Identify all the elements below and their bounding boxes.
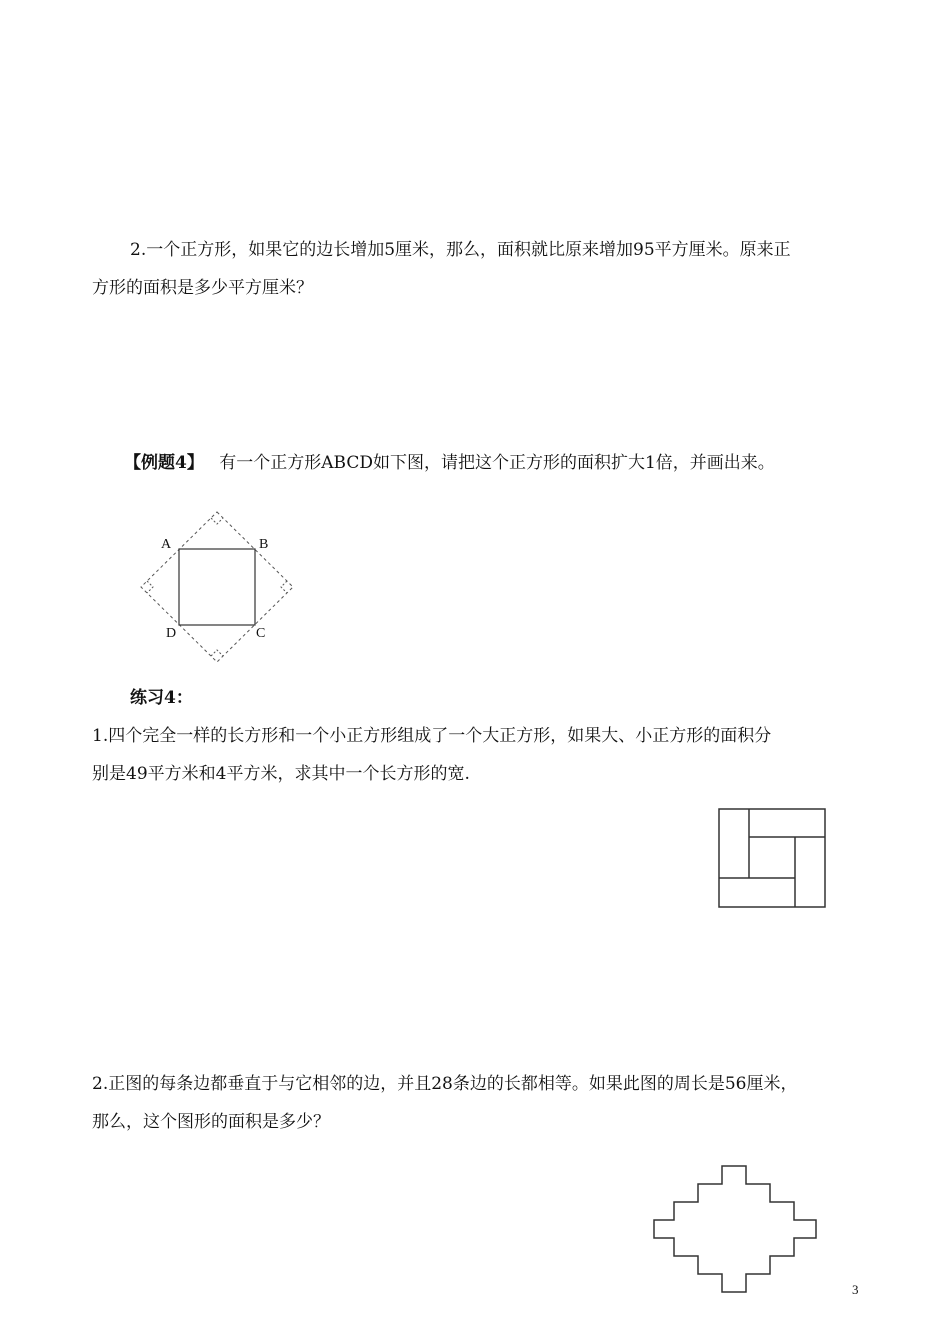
problem-2-line-2: 方形的面积是多少平方厘米？: [92, 278, 313, 298]
example-4-tag: 【例题4】: [124, 453, 204, 473]
right-angle-mark-left: [147, 581, 153, 593]
example-4-line: [124, 451, 775, 475]
example-4-text: 有一个正方形ABCD如下图，请把这个正方形的面积扩大1倍，并画出来。: [219, 453, 775, 473]
label-d: D: [166, 626, 177, 641]
label-b: B: [259, 537, 269, 552]
practice-4-q1-line-2: 别是49平方米和4平方米，求其中一个长方形的宽.: [92, 764, 470, 784]
page-number: 3: [852, 1282, 859, 1297]
right-angle-mark-bottom: [211, 650, 223, 656]
right-angle-mark-top: [211, 518, 223, 524]
stepped-shape-figure: [650, 1163, 820, 1319]
outer-square: [719, 809, 825, 907]
square-abcd: [179, 549, 255, 625]
practice-4-heading: 练习4：: [130, 688, 193, 708]
practice-4-q1-line-1: 1.四个完全一样的长方形和一个小正方形组成了一个大正方形，如果大、小正方形的面积分: [92, 726, 772, 746]
right-angle-mark-right: [281, 581, 287, 593]
label-a: A: [161, 537, 172, 552]
dashed-outer-square: [141, 512, 293, 662]
example-4-figure: [135, 510, 305, 670]
label-c: C: [256, 626, 266, 641]
practice-4-q2-line-2: 那么，这个图形的面积是多少？: [92, 1112, 330, 1132]
rectangles-square-figure: [716, 806, 828, 910]
stepped-polygon: [654, 1166, 816, 1292]
problem-2-line-1: 2.一个正方形，如果它的边长增加5厘米，那么，面积就比原来增加95平方厘米。原来正: [130, 240, 791, 260]
practice-4-q2-line-1: 2.正图的每条边都垂直于与它相邻的边，并且28条边的长都相等。如果此图的周长是56厘米，: [92, 1074, 798, 1094]
